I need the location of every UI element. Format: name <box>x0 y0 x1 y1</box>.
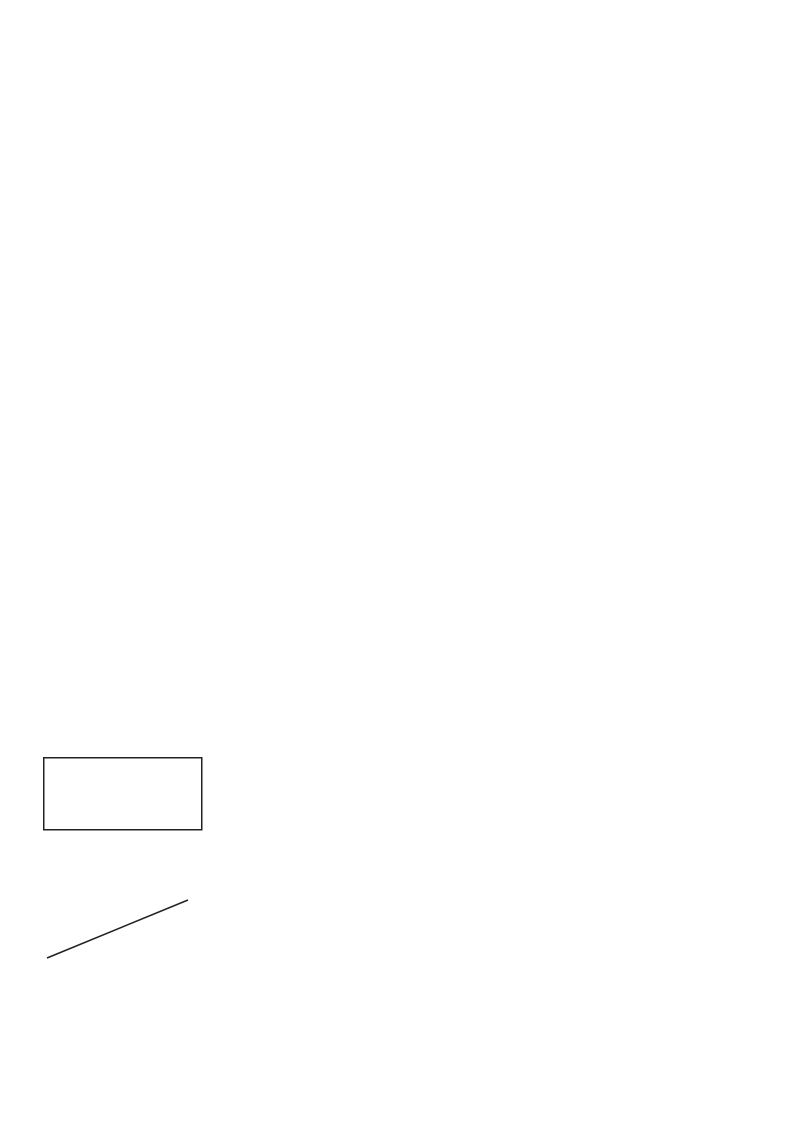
question-11-rectangle <box>43 757 203 831</box>
question-9-square-grid <box>47 258 377 441</box>
question-12-base-segment <box>46 898 191 960</box>
question-10-dashed-grid <box>42 502 231 694</box>
top-dashed-grid <box>41 67 365 193</box>
